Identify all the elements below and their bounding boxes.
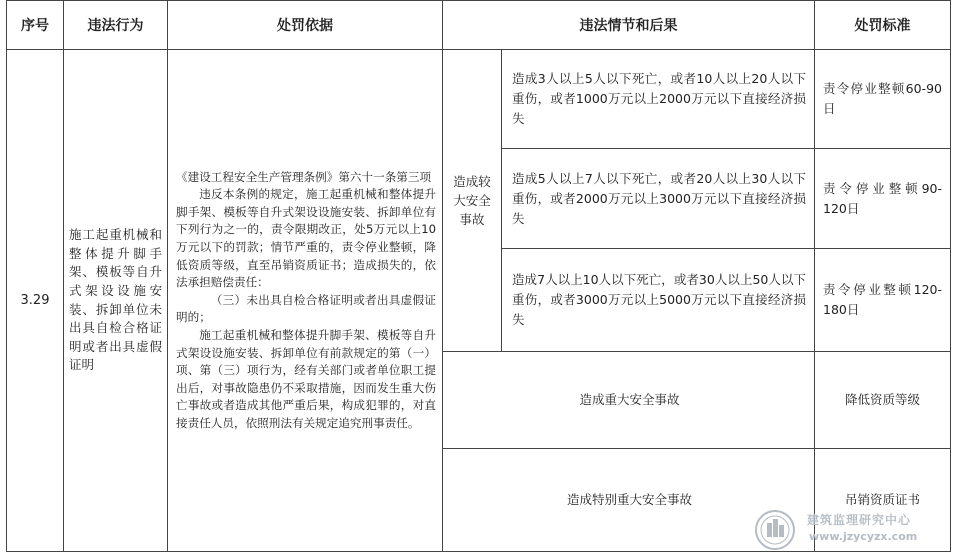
watermark (749, 509, 949, 551)
major-standard: 降低资质等级 (815, 351, 951, 449)
watermark-name: 建筑监理研究中心 (807, 513, 912, 527)
detail-cell: 造成3人以上5人以下死亡，或者10人以上20人以下重伤，或者1000万元以上2000万元以下直接经济损失 (502, 50, 815, 149)
watermark-logo-icon (749, 509, 805, 551)
violation-act: 施工起重机械和整体提升脚手架、模板等自升式架设设施安装、拆卸单位未出具自检合格证明或者出具虚假证明 (64, 50, 168, 552)
standard-cell: 责令停业整顿120-180日 (815, 249, 951, 352)
header-basis: 处罚依据 (168, 1, 443, 50)
detail-cell: 造成7人以上10人以下死亡，或者30人以上50人以下重伤，或者3000万元以上5000万元以下直接经济损失 (502, 249, 815, 352)
penalty-basis (168, 50, 443, 552)
header-act: 违法行为 (64, 1, 168, 50)
header-seq: 序号 (7, 1, 64, 50)
watermark-url: www.jzycyzx.com (809, 530, 918, 543)
category-label: 造成较大安全事故 (443, 50, 502, 352)
table-row (7, 50, 951, 149)
basis-paragraph: 违反本条例的规定，施工起重机械和整体提升脚手架、模板等自升式架设设施安装、拆卸单位有下列行为之一的，责令限期改正，处5万元以上10万元以下的罚款；情节严重的，责令停业整顿，降低资质等级，直至吊销资质证书；造成损失的，依法承担赔偿责任： (176, 187, 436, 290)
extraordinary-standard: 吊销资质证书 (815, 449, 951, 552)
penalty-table (6, 0, 951, 552)
header-circumstance: 违法情节和后果 (443, 1, 815, 50)
extraordinary-accident: 造成特别重大安全事故 (443, 449, 815, 552)
basis-title: 《建设工程安全生产管理条例》第六十一条第三项 (176, 169, 432, 184)
basis-paragraph: 施工起重机械和整体提升脚手架、模板等自升式架设设施安装、拆卸单位有前款规定的第（一）项、第（三）项行为，经有关部门或者单位职工提出后，对事故隐患仍不采取措施，因而发生重大伤亡事故或者造成其他严重后果，构成犯罪的，对直接责任人员，依照刑法有关规定追究刑事责任。 (176, 328, 436, 430)
header-standard: 处罚标准 (815, 1, 951, 50)
detail-cell: 造成5人以上7人以下死亡，或者20人以上30人以下重伤，或者2000万元以上3000万元以下直接经济损失 (502, 148, 815, 249)
standard-cell: 责令停业整顿90-120日 (815, 148, 951, 249)
standard-cell: 责令停业整顿60-90日 (815, 50, 951, 149)
header-row (7, 1, 951, 50)
major-accident: 造成重大安全事故 (443, 351, 815, 449)
basis-item: （三）未出具自检合格证明或者出具虚假证明的； (176, 292, 436, 325)
row-seq: 3.29 (7, 50, 64, 552)
